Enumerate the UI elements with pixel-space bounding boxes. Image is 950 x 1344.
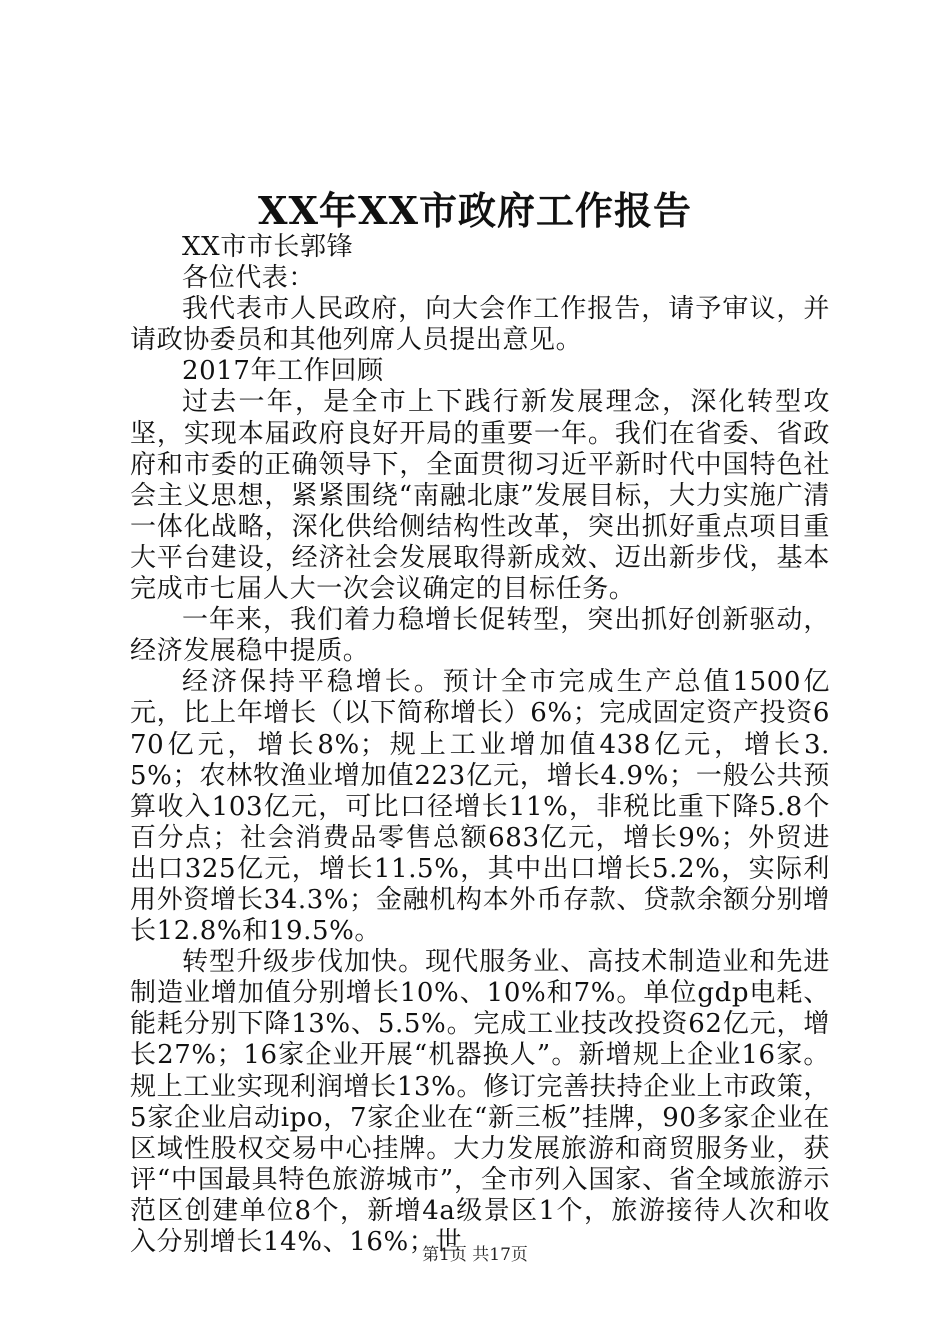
body-paragraph: 经济保持平稳增长。预计全市完成生产总值1500亿元，比上年增长（以下简称增长）6%；完成固定资产投资670亿元，增长8%；规上工业增加值438亿元，增长3.5%；农林牧渔业增加值223亿元，增长4.9%；一般公共预算收入103亿元，可比口径增长11%，非税比重下降5.8个百分点；社会消费品零售总额683亿元，增长9%；外贸进出口325亿元，增长11.5%，其中出口增长5.2%，实际利用外资增长34.3%；金融机构本外币存款、贷款余额分别增长12.8%和19.5%。: [130, 667, 830, 947]
body-paragraph: 转型升级步伐加快。现代服务业、高技术制造业和先进制造业增加值分别增长10%、10%和7%。单位gdp电耗、能耗分别下降13%、5.5%。完成工业技改投资62亿元，增长27%；16家企业开展“机器换人”。新增规上企业16家。规上工业实现利润增长13%。修订完善扶持企业上市政策，5家企业启动ipo，7家企业在“新三板”挂牌，90多家企业在区域性股权交易中心挂牌。大力发展旅游和商贸服务业，获评“中国最具特色旅游城市”，全市列入国家、省全域旅游示范区创建单位8个，新增4a级景区1个，旅游接待人次和收入分别增长14%、16%；世: [130, 947, 830, 1257]
body-paragraph: 过去一年，是全市上下践行新发展理念，深化转型攻坚，实现本届政府良好开局的重要一年。我们在省委、省政府和市委的正确领导下，全面贯彻习近平新时代中国特色社会主义思想，紧紧围绕“南融北康”发展目标，大力实施广清一体化战略，深化供给侧结构性改革，突出抓好重点项目重大平台建设，经济社会发展取得新成效、迈出新步伐，基本完成市七届人大一次会议确定的目标任务。: [130, 387, 830, 605]
section-heading: 2017年工作回顾: [182, 356, 384, 387]
body-paragraph: 一年来，我们着力稳增长促转型，突出抓好创新驱动，经济发展稳中提质。: [130, 605, 830, 667]
document-body: [130, 232, 830, 1258]
salutation: 各位代表：: [182, 263, 316, 294]
body-paragraph: 我代表市人民政府，向大会作工作报告，请予审议，并请政协委员和其他列席人员提出意见。: [130, 294, 830, 356]
document-title: XX年XX市政府工作报告: [258, 188, 692, 233]
author-line: XX市市长郭锋: [182, 232, 354, 262]
page-number-footer: 第1页 共17页: [422, 1245, 528, 1265]
